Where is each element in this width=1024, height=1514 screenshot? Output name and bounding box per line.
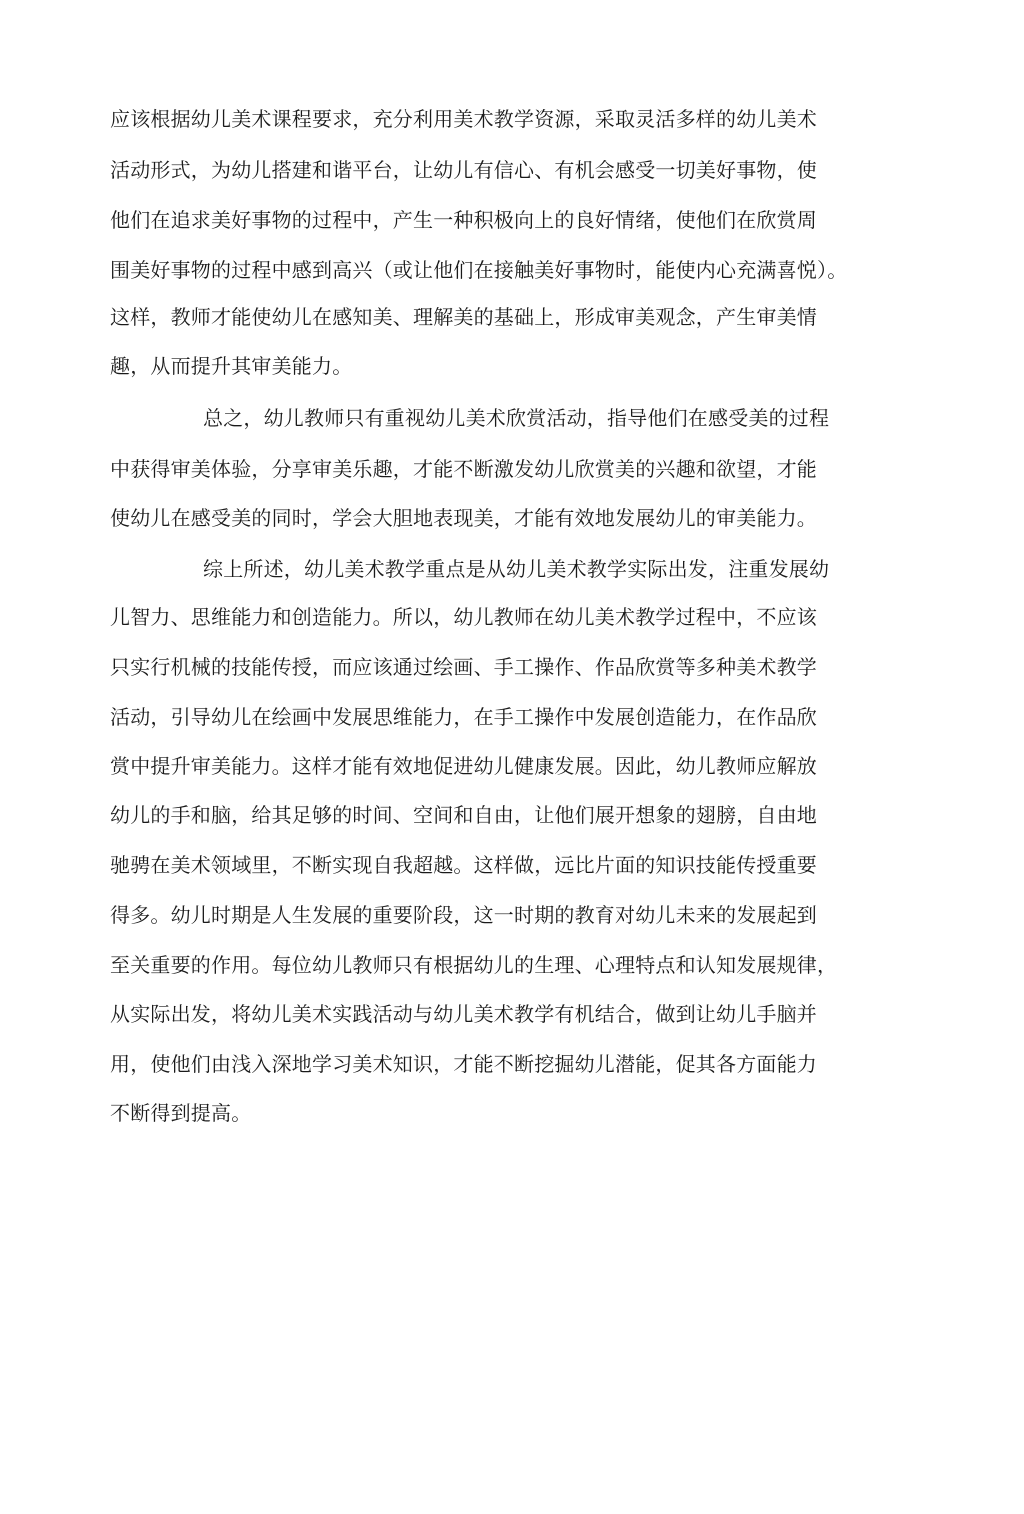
- paragraph-1-line-2: 活动形式，为幼儿搭建和谐平台，让幼儿有信心、有机会感受一切美好事物，使: [110, 158, 817, 182]
- paragraph-2-line-1: 总之，幼儿教师只有重视幼儿美术欣赏活动，指导他们在感受美的过程: [203, 406, 830, 430]
- paragraph-3-line-6: 幼儿的手和脑，给其足够的时间、空间和自由，让他们展开想象的翅膀，自由地: [110, 803, 817, 827]
- paragraph-2-line-3: 使幼儿在感受美的同时，学会大胆地表现美，才能有效地发展幼儿的审美能力。: [110, 506, 817, 530]
- paragraph-3-line-5: 赏中提升审美能力。这样才能有效地促进幼儿健康发展。因此，幼儿教师应解放: [110, 754, 817, 778]
- paragraph-1-line-1: 应该根据幼儿美术课程要求，充分利用美术教学资源，采取灵活多样的幼儿美术: [110, 107, 817, 131]
- paragraph-1-line-4: 围美好事物的过程中感到高兴（或让他们在接触美好事物时，能使内心充满喜悦）。: [110, 258, 848, 282]
- paragraph-3-line-3: 只实行机械的技能传授，而应该通过绘画、手工操作、作品欣赏等多种美术教学: [110, 655, 817, 679]
- paragraph-3-line-9: 至关重要的作用。每位幼儿教师只有根据幼儿的生理、心理特点和认知发展规律，: [110, 953, 838, 977]
- paragraph-1-line-5: 这样，教师才能使幼儿在感知美、理解美的基础上，形成审美观念，产生审美情: [110, 305, 817, 329]
- paragraph-3-line-10: 从实际出发，将幼儿美术实践活动与幼儿美术教学有机结合，做到让幼儿手脑并: [110, 1002, 817, 1026]
- paragraph-1-line-6: 趣，从而提升其审美能力。: [110, 354, 353, 378]
- paragraph-3-line-7: 驰骋在美术领域里，不断实现自我超越。这样做，远比片面的知识技能传授重要: [110, 853, 817, 877]
- paragraph-1-line-3: 他们在追求美好事物的过程中，产生一种积极向上的良好情绪，使他们在欣赏周: [110, 208, 817, 232]
- paragraph-3-line-11: 用，使他们由浅入深地学习美术知识，才能不断挖掘幼儿潜能，促其各方面能力: [110, 1052, 817, 1076]
- paragraph-3-line-8: 得多。幼儿时期是人生发展的重要阶段，这一时期的教育对幼儿未来的发展起到: [110, 903, 817, 927]
- paragraph-3-line-2: 儿智力、思维能力和创造能力。所以，幼儿教师在幼儿美术教学过程中，不应该: [110, 605, 817, 629]
- paragraph-2-line-2: 中获得审美体验，分享审美乐趣，才能不断激发幼儿欣赏美的兴趣和欲望，才能: [110, 457, 817, 481]
- paragraph-3-line-4: 活动，引导幼儿在绘画中发展思维能力，在手工操作中发展创造能力，在作品欣: [110, 705, 817, 729]
- paragraph-3-line-1: 综上所述，幼儿美术教学重点是从幼儿美术教学实际出发，注重发展幼: [203, 557, 830, 581]
- paragraph-3-line-12: 不断得到提高。: [110, 1101, 252, 1125]
